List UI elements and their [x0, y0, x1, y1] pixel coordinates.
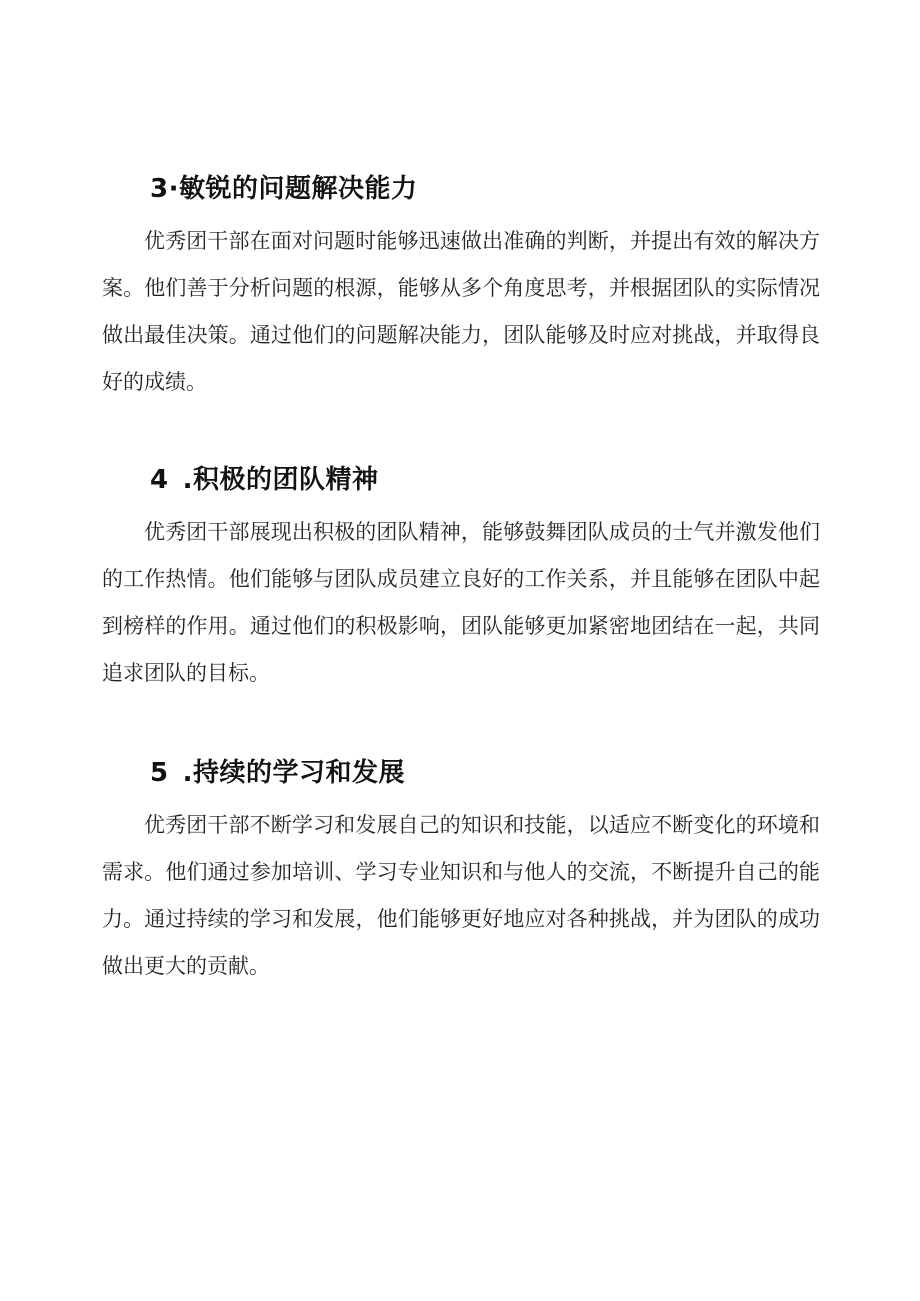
- section-title: .积极的团队精神: [182, 465, 379, 495]
- section-heading: [102, 463, 820, 497]
- section-paragraph: 优秀团干部展现出积极的团队精神，能够鼓舞团队成员的士气并激发他们的工作热情。他们能够与团队成员建立良好的工作关系，并且能够在团队中起到榜样的作用。通过他们的积极影响，团队能够更加紧密地团结在一起，共同追求团队的目标。: [102, 520, 820, 685]
- section-heading: [102, 756, 820, 790]
- section-paragraph: 优秀团干部在面对问题时能够迅速做出准确的判断，并提出有效的解决方案。他们善于分析问题的根源，能够从多个角度思考，并根据团队的实际情况做出最佳决策。通过他们的问题解决能力，团队能够及时应对挑战，并取得良好的成绩。: [102, 229, 820, 394]
- section-problem-solving: [102, 172, 820, 406]
- section-number: 4: [150, 465, 169, 495]
- section-number: 3·: [150, 174, 179, 204]
- section-number: 5: [150, 758, 169, 788]
- section-title: .持续的学习和发展: [182, 758, 405, 788]
- section-team-spirit: [102, 463, 820, 697]
- section-continuous-learning: [102, 756, 820, 990]
- section-title: 敏锐的问题解决能力: [178, 174, 418, 204]
- section-heading: [102, 172, 820, 206]
- section-paragraph: 优秀团干部不断学习和发展自己的知识和技能，以适应不断变化的环境和需求。他们通过参加培训、学习专业知识和与他人的交流，不断提升自己的能力。通过持续的学习和发展，他们能够更好地应对各种挑战，并为团队的成功做出更大的贡献。: [102, 813, 820, 978]
